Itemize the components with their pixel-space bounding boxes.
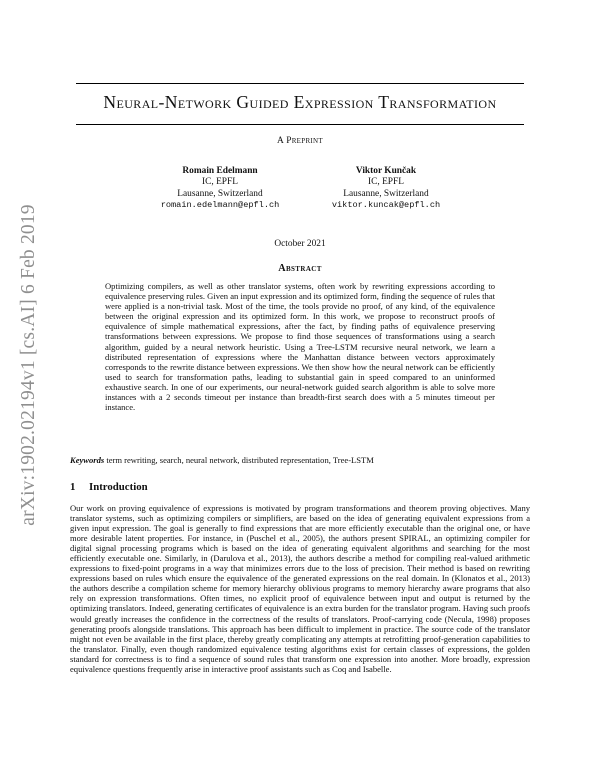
abstract-text: Optimizing compilers, as well as other translator systems, often work by rewriting expressions according to equivalence preserving rules. Given an input expression and its optimized form, finding the sequence of rules that were applied is a non-trivial task. Most of the time, the tools provide no proof, of any kind, of the equivalence between the original expression and its optimized form. In this work, we propose to reconstruct proofs of equivalence of simple mathematical expressions, after the fact, by finding paths of equivalence preserving transformations between expressions. We propose to find those sequences of transformations using a search algorithm, guided by a neural network heuristic. Using a Tree-LSTM recursive neural network, we learn a distributed representation of expressions where the Manhattan distance between vectors approximately corresponds to the rewrite distance between expressions. We then show how the neural network can be efficiently used to search for transformation paths, leading to substantial gain in speed compared to an uninformed exhaustive search. In one of our experiments, our neural-network guided search algorithm is able to solve more instances with a 2 seconds timeout per instance than breadth-first search does with a 5 minutes timeout per instance.: [105, 281, 495, 413]
introduction-paragraph: Our work on proving equivalence of expressions is motivated by program transformations and theorem proving objectives. Many translator systems, such as optimizing compilers or simplifiers, are based on the idea of generating equivalent expressions from a given input expression. The goal is generally to find expressions that are more efficiently executable than the original one, or have more desirable latent properties. For instance, in (Puschel et al., 2005), the authors present SPIRAL, an optimizing compiler for digital signal processing programs which is based on the idea of generating equivalent algorithms and searching for the most efficiently executable one. Similarly, in (Darulova et al., 2013), the authors describe a method for compiling real-valued arithmetic expressions to fixed-point programs in a way that minimizes errors due to the loss of precision. Their method is based on rewriting expressions based on rules which ensure the equivalence of the generated expressions on the real domain. In (Klonatos et al., 2013) the authors describe a compilation scheme for memory hierarchy oblivious programs to memory hierarchy aware programs that also rely on expression transformations. Often times, no explicit proof of equivalence between input and output is returned by the optimizing translators. Indeed, generating certificates of equivalence is an extra burden for the translator program. Having such proofs would greatly increases the confidence in the correctness of the results of translators. Proof-carrying code (Necula, 1998) proposes generating proofs alongside translations. This approach has been difficult to implement in practice. The source code of the translator might not even be available in the first place, thereby greatly complicating any attempts at retrofitting proof-generation capabilities to the translator. Finally, even though randomized equivalence testing algorithms exist for certain classes of expressions, the golden standard for correctness is to find a sequence of sound rules that transform one expression into another. More broadly, expression equivalence questions frequently arise in interactive proof assistants such as Coq and Isabelle.: [70, 503, 530, 674]
arxiv-identifier: [14, 185, 44, 545]
keywords-line: [70, 455, 530, 465]
title-rule-top: [76, 83, 524, 84]
section-title: Introduction: [89, 481, 148, 493]
abstract-heading: Abstract: [278, 263, 322, 274]
author-dept: IC, EPFL: [202, 177, 238, 188]
title-rule-bottom: [76, 124, 524, 125]
section-number: 1: [70, 481, 76, 493]
author-name: Romain Edelmann: [182, 166, 258, 176]
author-email: romain.edelmann@epfl.ch: [160, 200, 280, 211]
author-location: Lausanne, Switzerland: [177, 188, 263, 199]
paper-date: October 2021: [274, 239, 326, 249]
keywords-text: term rewriting, search, neural network, distributed representation, Tree-LSTM: [106, 455, 374, 465]
author-dept: IC, EPFL: [368, 177, 404, 188]
author-name: Viktor Kunčak: [355, 166, 417, 176]
author-location: Lausanne, Switzerland: [343, 188, 429, 199]
author-block-2: [286, 166, 486, 212]
arxiv-identifier-text: arXiv:1902.02194v1 [cs.AI] 6 Feb 2019: [18, 204, 39, 526]
keywords-label: Keywords: [70, 455, 105, 465]
author-email: viktor.kuncak@epfl.ch: [331, 200, 441, 211]
preprint-label: A Preprint: [277, 136, 323, 146]
paper-title: Neural-Network Guided Expression Transformation: [103, 92, 497, 112]
